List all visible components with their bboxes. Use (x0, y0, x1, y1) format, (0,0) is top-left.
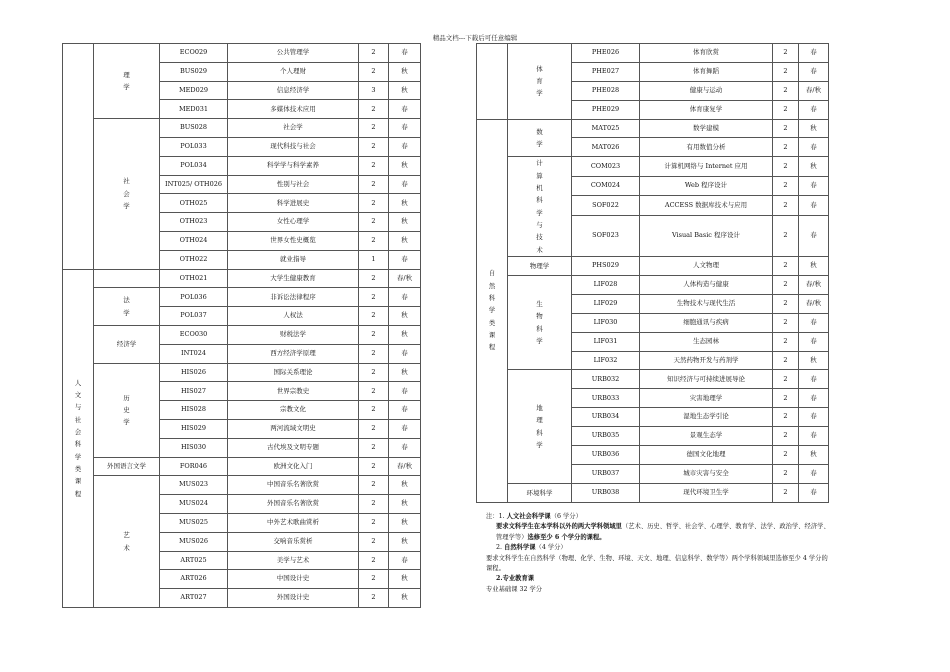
term-cell: 春 (389, 250, 421, 269)
note-3-body: 专业基础课 32 学分 (486, 585, 543, 593)
course-name-cell: 个人理财 (228, 62, 359, 81)
credits-cell: 2 (359, 213, 389, 232)
course-code-cell: PHS029 (572, 257, 640, 276)
credits-cell: 2 (773, 81, 799, 100)
course-code-cell: MUS025 (160, 513, 228, 532)
course-row (477, 483, 829, 502)
term-cell: 春 (389, 100, 421, 119)
course-code-cell: OTH021 (160, 269, 228, 288)
note-1-title: 人文社会科学课 (506, 513, 551, 520)
course-name-cell: 人体构造与健康 (640, 275, 773, 294)
course-code-cell: BUS029 (160, 62, 228, 81)
subject-cell: 计 算 机 科 学 与 技 术 (508, 157, 572, 257)
course-row (477, 157, 829, 176)
credits-cell: 2 (359, 438, 389, 457)
course-name-cell: 健康与运动 (640, 81, 773, 100)
note-1-heading (486, 512, 831, 522)
course-name-cell: 国际关系理论 (228, 363, 359, 382)
term-cell: 春 (389, 288, 421, 307)
term-cell: 春 (799, 370, 829, 389)
credits-cell: 2 (359, 156, 389, 175)
note-2-title: 自然科学课 (504, 544, 536, 552)
course-name-cell: 科学进展史 (228, 194, 359, 213)
course-code-cell: COM024 (572, 176, 640, 195)
credits-cell: 2 (359, 194, 389, 213)
course-name-cell: 人文物理 (640, 257, 773, 276)
term-cell: 春/秋 (799, 81, 829, 100)
course-name-cell: 细胞通讯与疾病 (640, 313, 773, 332)
term-cell: 春 (799, 332, 829, 351)
term-cell: 秋 (389, 194, 421, 213)
course-name-cell: 有用数值分析 (640, 138, 773, 157)
course-code-cell: HIS027 (160, 382, 228, 401)
course-name-cell: 两河流域文明史 (228, 419, 359, 438)
course-name-cell: 中国设计史 (228, 570, 359, 589)
course-name-cell: 就业指导 (228, 250, 359, 269)
term-cell: 春/秋 (799, 294, 829, 313)
course-name-cell: 湿地生态学引论 (640, 408, 773, 427)
course-code-cell: URB038 (572, 483, 640, 502)
credits-cell: 1 (359, 250, 389, 269)
credits-cell: 2 (773, 389, 799, 408)
course-name-cell: Web 程序设计 (640, 176, 773, 195)
course-code-cell: LIF032 (572, 351, 640, 370)
credits-cell: 2 (359, 382, 389, 401)
term-cell: 秋 (389, 156, 421, 175)
course-code-cell: URB036 (572, 446, 640, 465)
term-cell: 秋 (799, 257, 829, 276)
term-cell: 秋 (389, 325, 421, 344)
course-row (477, 257, 829, 276)
credits-cell: 2 (359, 119, 389, 138)
subject-cell: 经济学 (94, 325, 160, 363)
course-code-cell: URB035 (572, 427, 640, 446)
term-cell: 春 (389, 137, 421, 156)
term-cell: 春 (799, 464, 829, 483)
credits-cell: 2 (359, 325, 389, 344)
course-name-cell: 中外艺术歌曲赏析 (228, 513, 359, 532)
course-name-cell: Visual Basic 程序设计 (640, 215, 773, 256)
note-2-prefix: 2. (496, 544, 503, 552)
right-course-table (476, 43, 829, 503)
term-cell: 春 (389, 401, 421, 420)
note-2-body: 要求文科学生在自然科学（物理、化学、生物、环境、天文、地理、信息科学、数学等）两个学科领域里选修至少 4 学分的课程。 (486, 554, 828, 572)
credits-cell: 2 (773, 138, 799, 157)
credits-cell: 2 (773, 370, 799, 389)
subject-cell (94, 269, 160, 288)
course-code-cell: OTH022 (160, 250, 228, 269)
term-cell: 春 (799, 408, 829, 427)
course-code-cell: PHE027 (572, 62, 640, 81)
course-name-cell: 体育欣赏 (640, 44, 773, 63)
note-3-title: 2.专业教育课 (496, 575, 535, 583)
course-code-cell: URB033 (572, 389, 640, 408)
term-cell: 秋 (389, 213, 421, 232)
term-cell: 春 (799, 196, 829, 215)
credits-cell: 2 (359, 269, 389, 288)
course-name-cell: ACCESS 数据库技术与应用 (640, 196, 773, 215)
course-row (63, 476, 421, 495)
course-code-cell: MAT025 (572, 119, 640, 138)
subject-cell: 数 学 (508, 119, 572, 157)
term-cell: 秋 (389, 81, 421, 100)
term-cell: 春/秋 (799, 275, 829, 294)
note-1-body (486, 522, 831, 543)
category-cell: 自 然 科 学 类 课 程 (477, 119, 508, 502)
course-code-cell: POL036 (160, 288, 228, 307)
credits-cell: 2 (773, 446, 799, 465)
term-cell: 春 (389, 44, 421, 63)
credits-cell: 2 (773, 119, 799, 138)
course-name-cell: 财税法学 (228, 325, 359, 344)
course-code-cell: INT025/ OTH026 (160, 175, 228, 194)
note-1-prefix: 注：1. (486, 513, 505, 520)
course-name-cell: 体育舞蹈 (640, 62, 773, 81)
credits-cell: 2 (359, 513, 389, 532)
credits-cell: 2 (359, 231, 389, 250)
course-name-cell: 中国音乐名著欣赏 (228, 476, 359, 495)
term-cell: 秋 (389, 570, 421, 589)
course-name-cell: 性别与社会 (228, 175, 359, 194)
term-cell: 春 (799, 44, 829, 63)
subject-cell: 历 史 学 (94, 363, 160, 457)
course-name-cell: 世界女性史概览 (228, 231, 359, 250)
course-code-cell: ECO030 (160, 325, 228, 344)
note-1-body-bold-a: 要求文科学生在本学科以外的两大学科领域里 (496, 523, 622, 531)
course-row (63, 44, 421, 63)
credits-cell: 2 (359, 344, 389, 363)
course-row (63, 325, 421, 344)
term-cell: 秋 (389, 62, 421, 81)
note-1-body-normal: （艺术、历史、哲学、社会学、心理学、教育学、法学、政治学、经济学、管理学等） (496, 523, 830, 541)
subject-cell: 地 理 科 学 (508, 370, 572, 483)
course-name-cell: 交响音乐赏析 (228, 532, 359, 551)
credits-cell: 2 (773, 176, 799, 195)
credits-cell: 2 (773, 62, 799, 81)
term-cell: 春 (799, 427, 829, 446)
course-code-cell: POL033 (160, 137, 228, 156)
credits-cell: 2 (359, 476, 389, 495)
credits-cell: 2 (359, 457, 389, 476)
term-cell: 秋 (799, 446, 829, 465)
subject-cell: 环境科学 (508, 483, 572, 502)
course-code-cell: POL037 (160, 307, 228, 326)
course-row (63, 119, 421, 138)
course-name-cell: 古代埃及文明专题 (228, 438, 359, 457)
course-name-cell: 信息经济学 (228, 81, 359, 100)
course-name-cell: 城市灾害与安全 (640, 464, 773, 483)
term-cell: 春 (799, 215, 829, 256)
term-cell: 秋 (389, 363, 421, 382)
course-name-cell: 体育康复学 (640, 100, 773, 119)
credits-cell: 2 (773, 294, 799, 313)
course-name-cell: 世界宗教史 (228, 382, 359, 401)
course-name-cell: 德国文化地理 (640, 446, 773, 465)
credits-cell: 2 (773, 275, 799, 294)
subject-cell: 体 育 学 (508, 44, 572, 120)
course-code-cell: URB034 (572, 408, 640, 427)
course-name-cell: 外国设计史 (228, 589, 359, 608)
course-code-cell: SOF023 (572, 215, 640, 256)
credits-cell: 2 (773, 157, 799, 176)
category-cell (477, 44, 508, 120)
credits-cell: 2 (773, 196, 799, 215)
term-cell: 春 (799, 176, 829, 195)
term-cell: 春 (799, 389, 829, 408)
term-cell: 秋 (389, 231, 421, 250)
term-cell: 秋 (799, 351, 829, 370)
course-code-cell: HIS026 (160, 363, 228, 382)
course-code-cell: URB032 (572, 370, 640, 389)
course-name-cell: 灾害地理学 (640, 389, 773, 408)
course-code-cell: FOR046 (160, 457, 228, 476)
course-code-cell: ART027 (160, 589, 228, 608)
course-code-cell: INT024 (160, 344, 228, 363)
course-code-cell: LIF029 (572, 294, 640, 313)
course-name-cell: 社会学 (228, 119, 359, 138)
course-row (63, 269, 421, 288)
subject-cell: 社 会 学 (94, 119, 160, 269)
term-cell: 春 (389, 382, 421, 401)
credits-cell: 2 (359, 363, 389, 382)
course-code-cell: OTH024 (160, 231, 228, 250)
course-name-cell: 计算机网络与 Internet 应用 (640, 157, 773, 176)
term-cell: 春/秋 (389, 457, 421, 476)
course-code-cell: MED029 (160, 81, 228, 100)
category-cell (63, 44, 94, 270)
term-cell: 春 (799, 483, 829, 502)
credits-cell: 2 (359, 307, 389, 326)
course-name-cell: 美学与艺术 (228, 551, 359, 570)
course-name-cell: 多媒体技术应用 (228, 100, 359, 119)
course-name-cell: 景观生态学 (640, 427, 773, 446)
credits-cell: 2 (359, 532, 389, 551)
credits-cell: 2 (773, 100, 799, 119)
term-cell: 秋 (799, 157, 829, 176)
credits-cell: 2 (773, 44, 799, 63)
credits-cell: 2 (359, 401, 389, 420)
credits-cell: 2 (359, 44, 389, 63)
term-cell: 秋 (389, 307, 421, 326)
subject-cell: 物理学 (508, 257, 572, 276)
credits-cell: 2 (773, 408, 799, 427)
course-code-cell: ART025 (160, 551, 228, 570)
credits-cell: 2 (359, 495, 389, 514)
term-cell: 春 (389, 119, 421, 138)
subject-cell: 艺 术 (94, 476, 160, 608)
course-name-cell: 公共管理学 (228, 44, 359, 63)
course-code-cell: LIF031 (572, 332, 640, 351)
term-cell: 秋 (389, 513, 421, 532)
subject-cell: 法 学 (94, 288, 160, 326)
credits-cell: 2 (773, 332, 799, 351)
credits-cell: 2 (773, 427, 799, 446)
course-code-cell: LIF030 (572, 313, 640, 332)
course-name-cell: 天然药物开发与药剂学 (640, 351, 773, 370)
course-name-cell: 宗教文化 (228, 401, 359, 420)
credits-cell: 2 (773, 313, 799, 332)
credits-cell: 2 (359, 100, 389, 119)
note-2-heading (486, 543, 831, 553)
credits-cell: 2 (359, 589, 389, 608)
course-row (63, 457, 421, 476)
credits-cell: 2 (773, 257, 799, 276)
course-code-cell: MUS023 (160, 476, 228, 495)
course-name-cell: 人权法 (228, 307, 359, 326)
credits-cell: 2 (359, 551, 389, 570)
term-cell: 春 (799, 100, 829, 119)
term-cell: 春 (799, 313, 829, 332)
course-code-cell: ART026 (160, 570, 228, 589)
credits-cell: 2 (359, 570, 389, 589)
credits-cell: 2 (773, 464, 799, 483)
note-1-credits: （6 学分） (550, 513, 582, 520)
notes-section (486, 512, 831, 595)
course-code-cell: PHE028 (572, 81, 640, 100)
credits-cell: 2 (359, 62, 389, 81)
note-2-credits: （4 学分） (535, 544, 567, 552)
note-1-body-bold-b: 选修至少 6 个学分的课程。 (527, 533, 606, 541)
course-name-cell: 现代科技与社会 (228, 137, 359, 156)
course-code-cell: LIF028 (572, 275, 640, 294)
course-code-cell: SOF022 (572, 196, 640, 215)
course-code-cell: OTH023 (160, 213, 228, 232)
credits-cell: 2 (359, 419, 389, 438)
course-name-cell: 生物技术与现代生活 (640, 294, 773, 313)
course-row (477, 44, 829, 63)
subject-cell: 理 学 (94, 44, 160, 119)
course-code-cell: HIS030 (160, 438, 228, 457)
term-cell: 春/秋 (389, 269, 421, 288)
course-code-cell: MAT026 (572, 138, 640, 157)
course-code-cell: PHE026 (572, 44, 640, 63)
credits-cell: 2 (773, 351, 799, 370)
course-name-cell: 数学建模 (640, 119, 773, 138)
term-cell: 春 (389, 438, 421, 457)
course-name-cell: 生态园林 (640, 332, 773, 351)
credits-cell: 2 (359, 288, 389, 307)
subject-cell: 生 物 科 学 (508, 275, 572, 369)
course-code-cell: HIS029 (160, 419, 228, 438)
credits-cell: 2 (359, 175, 389, 194)
course-name-cell: 知识经济与可持续进展导论 (640, 370, 773, 389)
page-header: 精品文档---下载后可任意编辑 (432, 34, 518, 42)
term-cell: 春 (389, 419, 421, 438)
term-cell: 春 (799, 62, 829, 81)
subject-cell: 外国语言文学 (94, 457, 160, 476)
term-cell: 秋 (389, 495, 421, 514)
course-row (477, 119, 829, 138)
term-cell: 秋 (389, 589, 421, 608)
course-name-cell: 西方经济学原理 (228, 344, 359, 363)
term-cell: 春 (389, 175, 421, 194)
course-name-cell: 女性心理学 (228, 213, 359, 232)
course-code-cell: MED031 (160, 100, 228, 119)
course-code-cell: ECO029 (160, 44, 228, 63)
course-code-cell: MUS024 (160, 495, 228, 514)
course-code-cell: PHE029 (572, 100, 640, 119)
course-code-cell: URB037 (572, 464, 640, 483)
course-row (63, 363, 421, 382)
course-code-cell: BUS028 (160, 119, 228, 138)
course-code-cell: MUS026 (160, 532, 228, 551)
credits-cell: 2 (773, 215, 799, 256)
term-cell: 春 (799, 138, 829, 157)
term-cell: 秋 (389, 532, 421, 551)
course-code-cell: OTH025 (160, 194, 228, 213)
term-cell: 春 (389, 551, 421, 570)
term-cell: 春 (389, 344, 421, 363)
credits-cell: 2 (359, 137, 389, 156)
course-name-cell: 非诉讼法律程序 (228, 288, 359, 307)
course-name-cell: 科学学与科学素养 (228, 156, 359, 175)
course-row (477, 370, 829, 389)
course-code-cell: COM023 (572, 157, 640, 176)
course-name-cell: 现代环境卫生学 (640, 483, 773, 502)
credits-cell: 3 (359, 81, 389, 100)
course-name-cell: 外国音乐名著欣赏 (228, 495, 359, 514)
term-cell: 秋 (799, 119, 829, 138)
course-name-cell: 欧洲文化入门 (228, 457, 359, 476)
term-cell: 秋 (389, 476, 421, 495)
course-code-cell: HIS028 (160, 401, 228, 420)
credits-cell: 2 (773, 483, 799, 502)
category-cell: 人 文 与 社 会 科 学 类 课 程 (63, 269, 94, 607)
course-row (477, 275, 829, 294)
left-course-table (62, 43, 421, 608)
course-row (63, 288, 421, 307)
course-name-cell: 大学生健康教育 (228, 269, 359, 288)
course-code-cell: POL034 (160, 156, 228, 175)
